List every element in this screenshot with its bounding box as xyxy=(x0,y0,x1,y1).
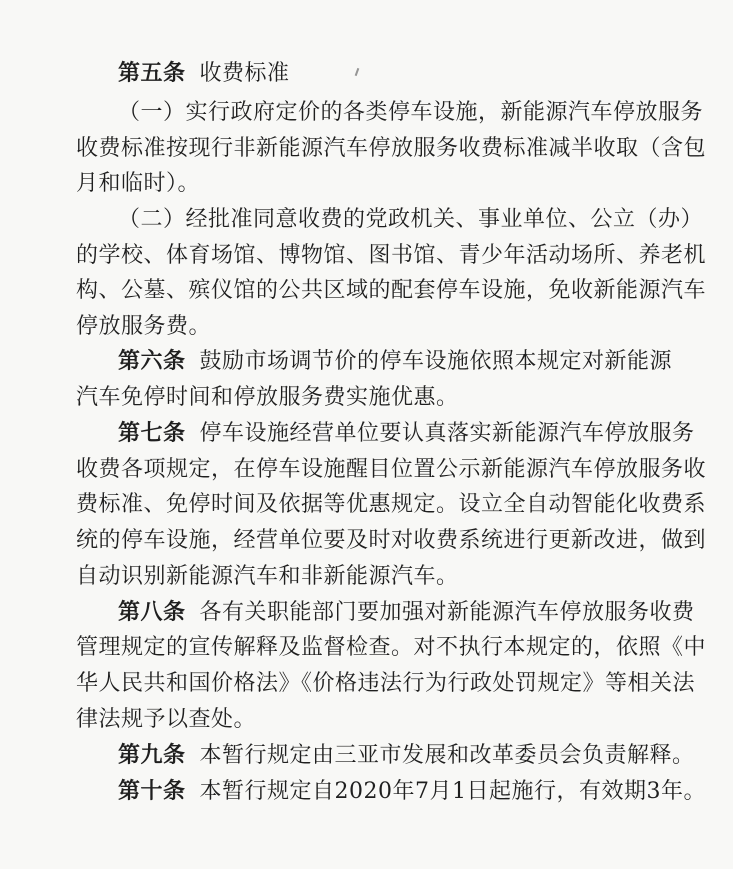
article-5-p1-line2: 收费标准按现行非新能源汽车停放服务收费标准减半收取（含包 xyxy=(76,136,707,161)
article-5-p2-line1: （二）经批准同意收费的党政机关、事业单位、公立（办） xyxy=(118,207,704,232)
article-8-number: 第八条 xyxy=(118,600,186,625)
article-10-text: 本暂行规定自2020年7月1日起施行，有效期3年。 xyxy=(199,779,706,804)
article-7-line5: 自动识别新能源汽车和非新能源汽车。 xyxy=(76,564,459,589)
article-6-number: 第六条 xyxy=(118,349,186,374)
article-5-p2-line2: 的学校、体育场馆、博物馆、图书馆、青少年活动场所、养老机 xyxy=(76,243,707,268)
article-5-heading-line xyxy=(118,58,290,89)
article-7-number: 第七条 xyxy=(118,421,186,446)
article-7-text-1: 停车设施经营单位要认真落实新能源汽车停放服务 xyxy=(199,421,695,446)
article-6-text-1: 鼓励市场调节价的停车设施依照本规定对新能源 xyxy=(199,349,673,374)
article-8-line4: 律法规予以查处。 xyxy=(76,707,257,732)
article-7-line2: 收费各项规定，在停车设施醒目位置公示新能源汽车停放服务收 xyxy=(76,457,707,482)
article-10-line1 xyxy=(118,776,706,807)
article-8-line2: 管理规定的宣传解释及监督检查。对不执行本规定的，依照《中 xyxy=(76,635,707,660)
article-9-number: 第九条 xyxy=(118,743,186,768)
article-5-title: 收费标准 xyxy=(199,61,290,86)
article-9-text: 本暂行规定由三亚市发展和改革委员会负责解释。 xyxy=(199,743,695,768)
article-10-number: 第十条 xyxy=(118,779,186,804)
article-7-line3: 费标准、免停时间及依据等优惠规定。设立全自动智能化收费系 xyxy=(76,492,707,517)
article-7-line4: 统的停车设施，经营单位要及时对收费系统进行更新改进，做到 xyxy=(76,528,707,553)
article-5-p1-line3: 月和临时）。 xyxy=(76,171,201,196)
article-5-number: 第五条 xyxy=(118,61,186,86)
article-6-line1 xyxy=(118,346,672,377)
article-5-p2-line3: 构、公墓、殡仪馆的公共区域的配套停车设施，免收新能源汽车 xyxy=(76,278,707,303)
article-8-line1 xyxy=(118,597,695,628)
article-5-p2-line4: 停放服务费。 xyxy=(76,314,212,339)
article-5-p1-line1: （一）实行政府定价的各类停车设施，新能源汽车停放服务 xyxy=(118,100,704,125)
article-7-line1 xyxy=(118,418,695,449)
article-8-text-1: 各有关职能部门要加强对新能源汽车停放服务收费 xyxy=(199,600,695,625)
article-9-line1 xyxy=(118,740,695,771)
article-6-line2: 汽车免停时间和停放服务费实施优惠。 xyxy=(76,385,459,410)
article-8-line3: 华人民共和国价格法》《价格违法行为行政处罚规定》等相关法 xyxy=(76,671,696,696)
scan-mark xyxy=(355,68,360,76)
